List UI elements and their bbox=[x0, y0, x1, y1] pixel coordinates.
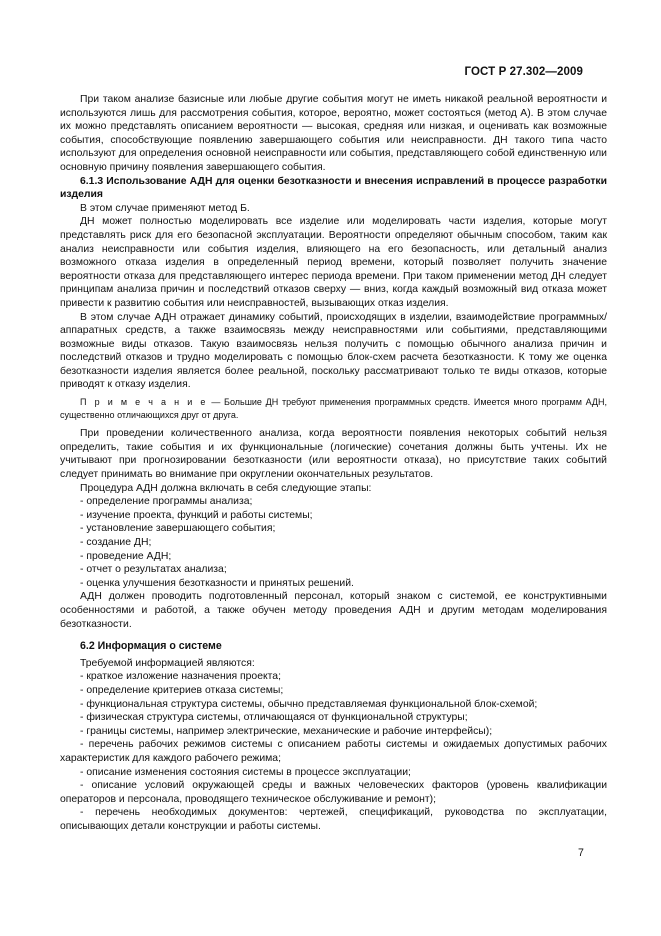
paragraph-procedure-intro: Процедура АДН должна включать в себя следующие этапы: bbox=[80, 482, 372, 494]
list-item: - оценка улучшения безотказности и принятых решений. bbox=[80, 577, 354, 589]
section-heading-6-2: 6.2 Информация о системе bbox=[80, 640, 222, 653]
list-item: - определение критериев отказа системы; bbox=[80, 684, 284, 696]
paragraph-quantitative: При проведении количественного анализа, когда вероятности появления некоторых событий нельзя определить, такие события и их функциональные (логические) сочетания должны быть учтены. Их не учитывают при прогнозировании безотказности (или вероятности отказа), но присутствие таких событий следует принимать во внимание при округлении окончательных результатов. bbox=[60, 428, 607, 481]
list-item: - изучение проекта, функций и работы системы; bbox=[80, 509, 313, 521]
section-heading-6-1-3: 6.1.3 Использование АДН для оценки безотказности и внесения исправлений в процессе разработки изделия bbox=[60, 175, 607, 201]
note bbox=[60, 396, 607, 421]
list-item: - функциональная структура системы, обычно представляемая функциональной блок-схемой; bbox=[80, 698, 538, 710]
note-text: — Большие ДН требуют применения программных средств. Имеется много программ АДН, существенно отличающихся друг от друга. bbox=[60, 397, 607, 420]
document-header: ГОСТ Р 27.302—2009 bbox=[464, 66, 583, 78]
list-item: - физическая структура системы, отличающаяся от функциональной структуры; bbox=[80, 712, 468, 724]
list-item: - границы системы, например электрические, механические и рабочие интерфейсы); bbox=[80, 725, 493, 737]
list-item: - определение программы анализа; bbox=[80, 496, 253, 508]
list-item: - перечень рабочих режимов системы с описанием работы системы и ожидаемых допустимых рабочих характеристик для каждого рабочего режима; bbox=[60, 739, 607, 764]
page-number: 7 bbox=[578, 847, 584, 859]
stages-list bbox=[60, 495, 607, 590]
list-item: - создание ДН; bbox=[80, 537, 152, 548]
list-item: - проведение АДН; bbox=[80, 550, 172, 562]
info-list bbox=[60, 670, 607, 833]
list-item: - описание изменения состояния системы в процессе эксплуатации; bbox=[80, 766, 411, 778]
list-item: - установление завершающего события; bbox=[80, 523, 276, 535]
list-item: - перечень необходимых документов: чертежей, спецификаций, руководства по эксплуатации, описывающих детали конструкции и работы системы. bbox=[60, 807, 607, 832]
paragraph-required-info: Требуемой информацией являются: bbox=[80, 657, 255, 669]
paragraph-personnel: АДН должен проводить подготовленный персонал, который знаком с системой, ее конструктивными особенностями и работой, а также обучен методу проведения АДН и другим методам моделирования безотказности. bbox=[60, 591, 607, 630]
paragraph-method-b: В этом случае применяют метод Б. bbox=[80, 202, 250, 214]
document-body bbox=[60, 93, 607, 833]
list-item: - описание условий окружающей среды и важных человеческих факторов (уровень квалификации операторов и персонала, проводящего техническое обслуживание и ремонт); bbox=[60, 780, 607, 805]
list-item: - краткое изложение назначения проекта; bbox=[80, 671, 281, 683]
list-item: - отчет о результатах анализа; bbox=[80, 564, 227, 576]
note-label: П р и м е ч а н и е bbox=[80, 397, 208, 408]
paragraph-tree-modeling: ДН может полностью моделировать все изделие или моделировать части изделия, которые могут представлять риск для его безопасной эксплуатации. Вероятности определяют обычным способом, таким как анализ неисправности или события изделия, влияющего на его безопасность, или детальный анализ возможного отказа изделия в определенный период времени, который позволяет получить значение вероятности отказа для представляющего интерес периода времени. При таком применении метод ДН следует принципам анализа причин и последствий отказов сверху — вниз, когда каждый возможный вид отказа может привести к развитию события или неисправностей, вызывающих отказ изделия. bbox=[60, 216, 607, 309]
paragraph-methods-a: При таком анализе базисные или любые другие события могут не иметь никакой реальной вероятности и используются лишь для рассмотрения события, которое, вероятно, может состояться (метод А). В этом случае их можно представлять описанием вероятности — высокая, средняя или низкая, и оценивать как возможные события, способствующие появлению завершающего события или неисправности. ДН такого типа часто используют для определения основной неисправности или события, представляющего собой единственную или основную причину появления завершающего события. bbox=[60, 94, 607, 173]
paragraph-dynamics: В этом случае АДН отражает динамику событий, происходящих в изделии, взаимодействие программных/аппаратных средств, а также взаимосвязь между неисправностями или событиями, представляющими возможные виды отказов. Такую взаимосвязь нельзя получить с помощью обычного анализа причин и последствий отказов и трудно моделировать с помощью блок-схем расчета безотказности. К тому же оценка безотказности изделия является более реальной, поскольку рассматривают только те виды отказов, которые приводят к отказу изделия. bbox=[60, 311, 607, 391]
